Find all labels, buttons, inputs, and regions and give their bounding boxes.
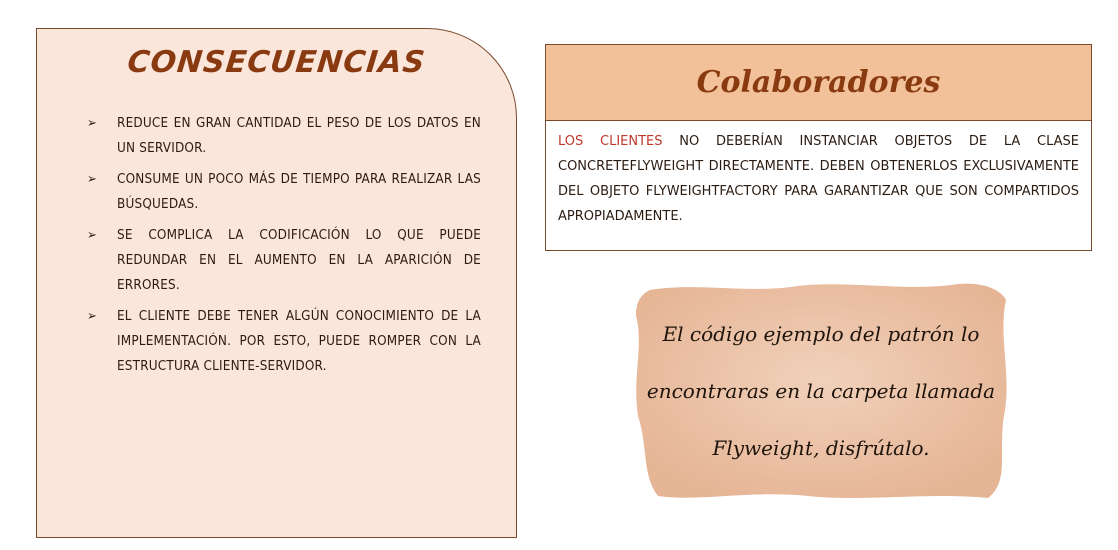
note-text [628, 276, 1014, 506]
collaborators-text: NO DEBERÍAN INSTANCIAR OBJETOS DE LA CLASE CONCRETEFLYWEIGHT DIRECTAMENTE. DEBEN OBTENERLOS EXCLUSIVAMENTE DEL OBJETO FLYWEIGHTFACTORY PARA GARANTIZAR QUE SON COMPARTIDOS APROPIADAMENTE. [558, 134, 1079, 224]
code-note [628, 276, 1014, 506]
collaborators-highlight: LOS CLIENTES [558, 134, 663, 149]
arrow-bullet-icon: ➢ [87, 228, 98, 243]
list-item: ➢ EL CLIENTE DEBE TENER ALGÚN CONOCIMIENTO DE LA IMPLEMENTACIÓN. POR ESTO, PUEDE ROMPER CON LA ESTRUCTURA CLIENTE-SERVIDOR. [85, 304, 481, 379]
arrow-bullet-icon: ➢ [87, 309, 98, 324]
list-item: ➢ REDUCE EN GRAN CANTIDAD EL PESO DE LOS DATOS EN UN SERVIDOR. [85, 111, 481, 161]
consequences-card [36, 28, 517, 538]
collaborators-card [545, 44, 1092, 251]
note-line: encontraras en la carpeta llamada [646, 378, 996, 403]
collaborators-title: Colaboradores [696, 65, 941, 100]
arrow-bullet-icon: ➢ [87, 172, 98, 187]
consequences-title: CONSECUENCIAS [125, 45, 428, 80]
consequences-list [85, 111, 481, 385]
arrow-bullet-icon: ➢ [87, 116, 98, 131]
list-item: ➢ SE COMPLICA LA CODIFICACIÓN LO QUE PUEDE REDUNDAR EN EL AUMENTO EN LA APARICIÓN DE ERRORES. [85, 223, 481, 298]
collaborators-header [546, 45, 1091, 121]
collaborators-body [546, 121, 1091, 229]
list-item: ➢ CONSUME UN POCO MÁS DE TIEMPO PARA REALIZAR LAS BÚSQUEDAS. [85, 167, 481, 217]
note-line: Flyweight, disfrútalo. [712, 435, 930, 460]
note-line: El código ejemplo del patrón lo [662, 321, 980, 346]
